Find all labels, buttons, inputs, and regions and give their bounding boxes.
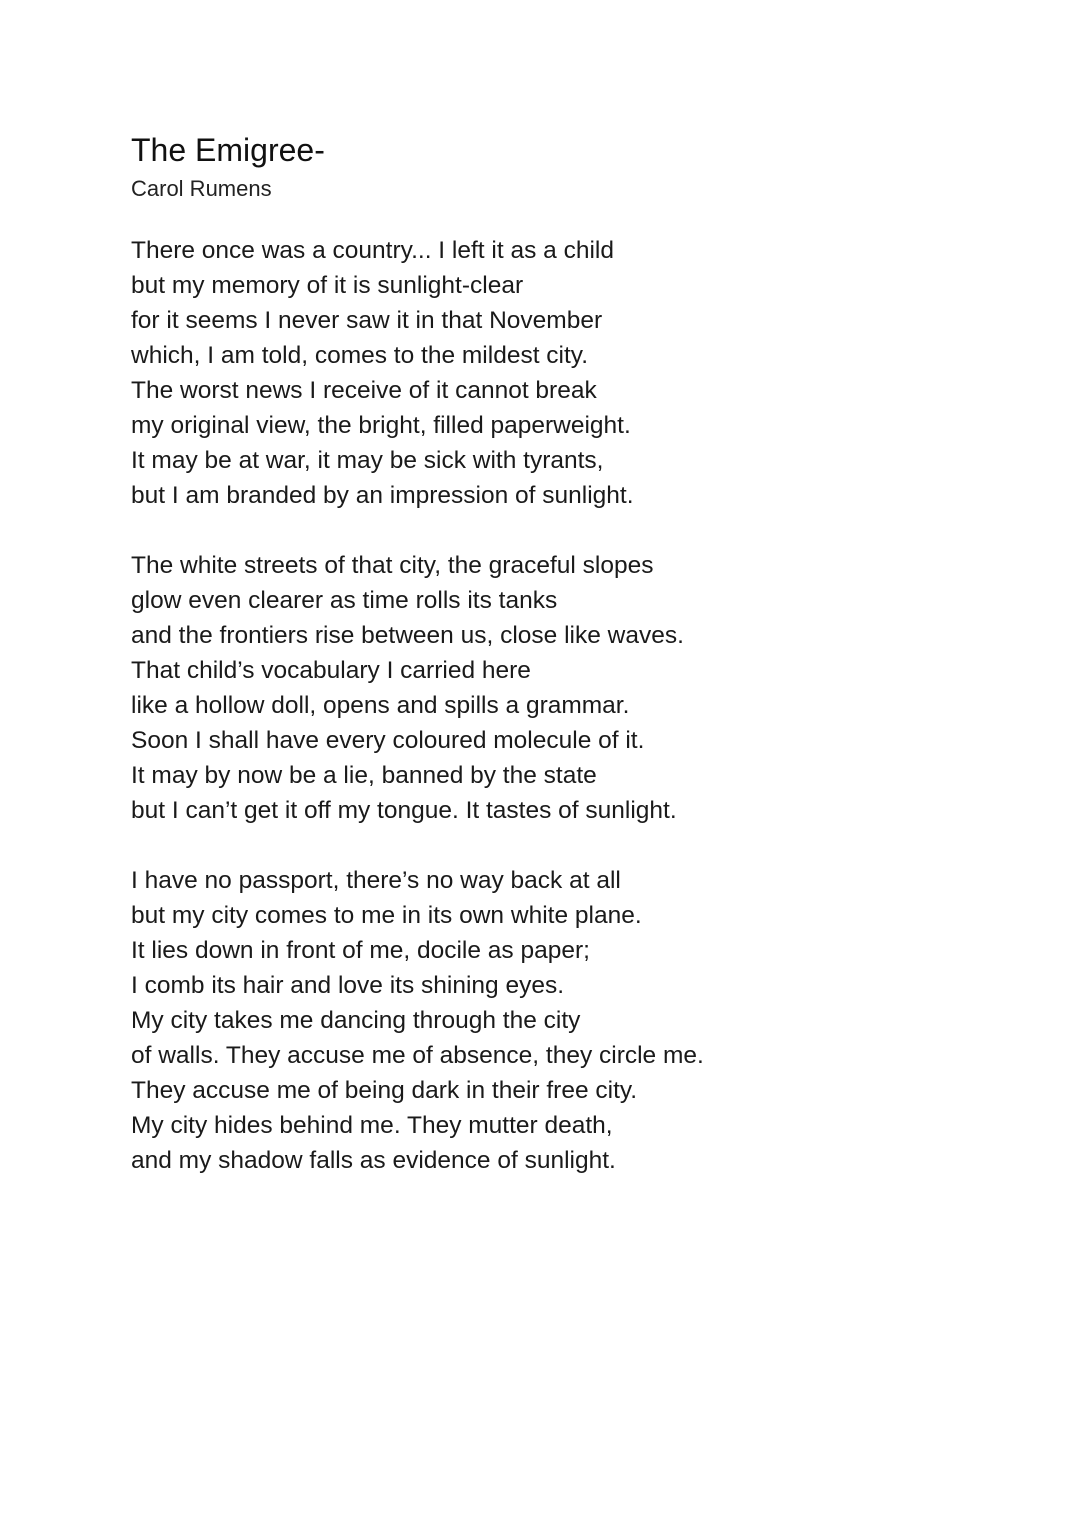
poem-line: They accuse me of being dark in their free city.: [131, 1077, 638, 1104]
poem-line: but I can’t get it off my tongue. It tastes of sunlight.: [131, 797, 677, 824]
poem-line: The worst news I receive of it cannot break: [131, 377, 597, 404]
poem-author: Carol Rumens: [131, 176, 272, 201]
stanza-2: [131, 548, 991, 828]
poem-line: There once was a country... I left it as a child: [131, 237, 614, 264]
poem-line: That child’s vocabulary I carried here: [131, 657, 531, 684]
poem-line: of walls. They accuse me of absence, they circle me.: [131, 1042, 704, 1069]
poem-line: my original view, the bright, filled paperweight.: [131, 412, 631, 439]
poem-line: and my shadow falls as evidence of sunlight.: [131, 1147, 616, 1174]
poem-line: but my memory of it is sunlight-clear: [131, 272, 524, 299]
document-page: [131, 128, 991, 1213]
poem-line: I have no passport, there’s no way back at all: [131, 867, 621, 894]
poem-line: It may by now be a lie, banned by the state: [131, 762, 597, 789]
stanza-3: [131, 863, 991, 1178]
poem-line: which, I am told, comes to the mildest city.: [131, 342, 589, 369]
poem-title: The Emigree-: [131, 132, 325, 168]
poem-line: My city takes me dancing through the city: [131, 1007, 581, 1034]
poem-line: I comb its hair and love its shining eyes.: [131, 972, 565, 999]
poem-line: Soon I shall have every coloured molecule of it.: [131, 727, 645, 754]
poem-line: It may be at war, it may be sick with tyrants,: [131, 447, 604, 474]
poem-line: but I am branded by an impression of sunlight.: [131, 482, 634, 509]
poem-line: and the frontiers rise between us, close like waves.: [131, 622, 684, 649]
poem-line: The white streets of that city, the graceful slopes: [131, 552, 654, 579]
poem-line: for it seems I never saw it in that November: [131, 307, 603, 334]
poem-line: but my city comes to me in its own white plane.: [131, 902, 642, 929]
poem-line: like a hollow doll, opens and spills a grammar.: [131, 692, 630, 719]
poem-line: glow even clearer as time rolls its tanks: [131, 587, 558, 614]
poem-body: [131, 233, 991, 1178]
stanza-1: [131, 233, 991, 513]
poem-line: My city hides behind me. They mutter death,: [131, 1112, 613, 1139]
poem-line: It lies down in front of me, docile as paper;: [131, 937, 590, 964]
